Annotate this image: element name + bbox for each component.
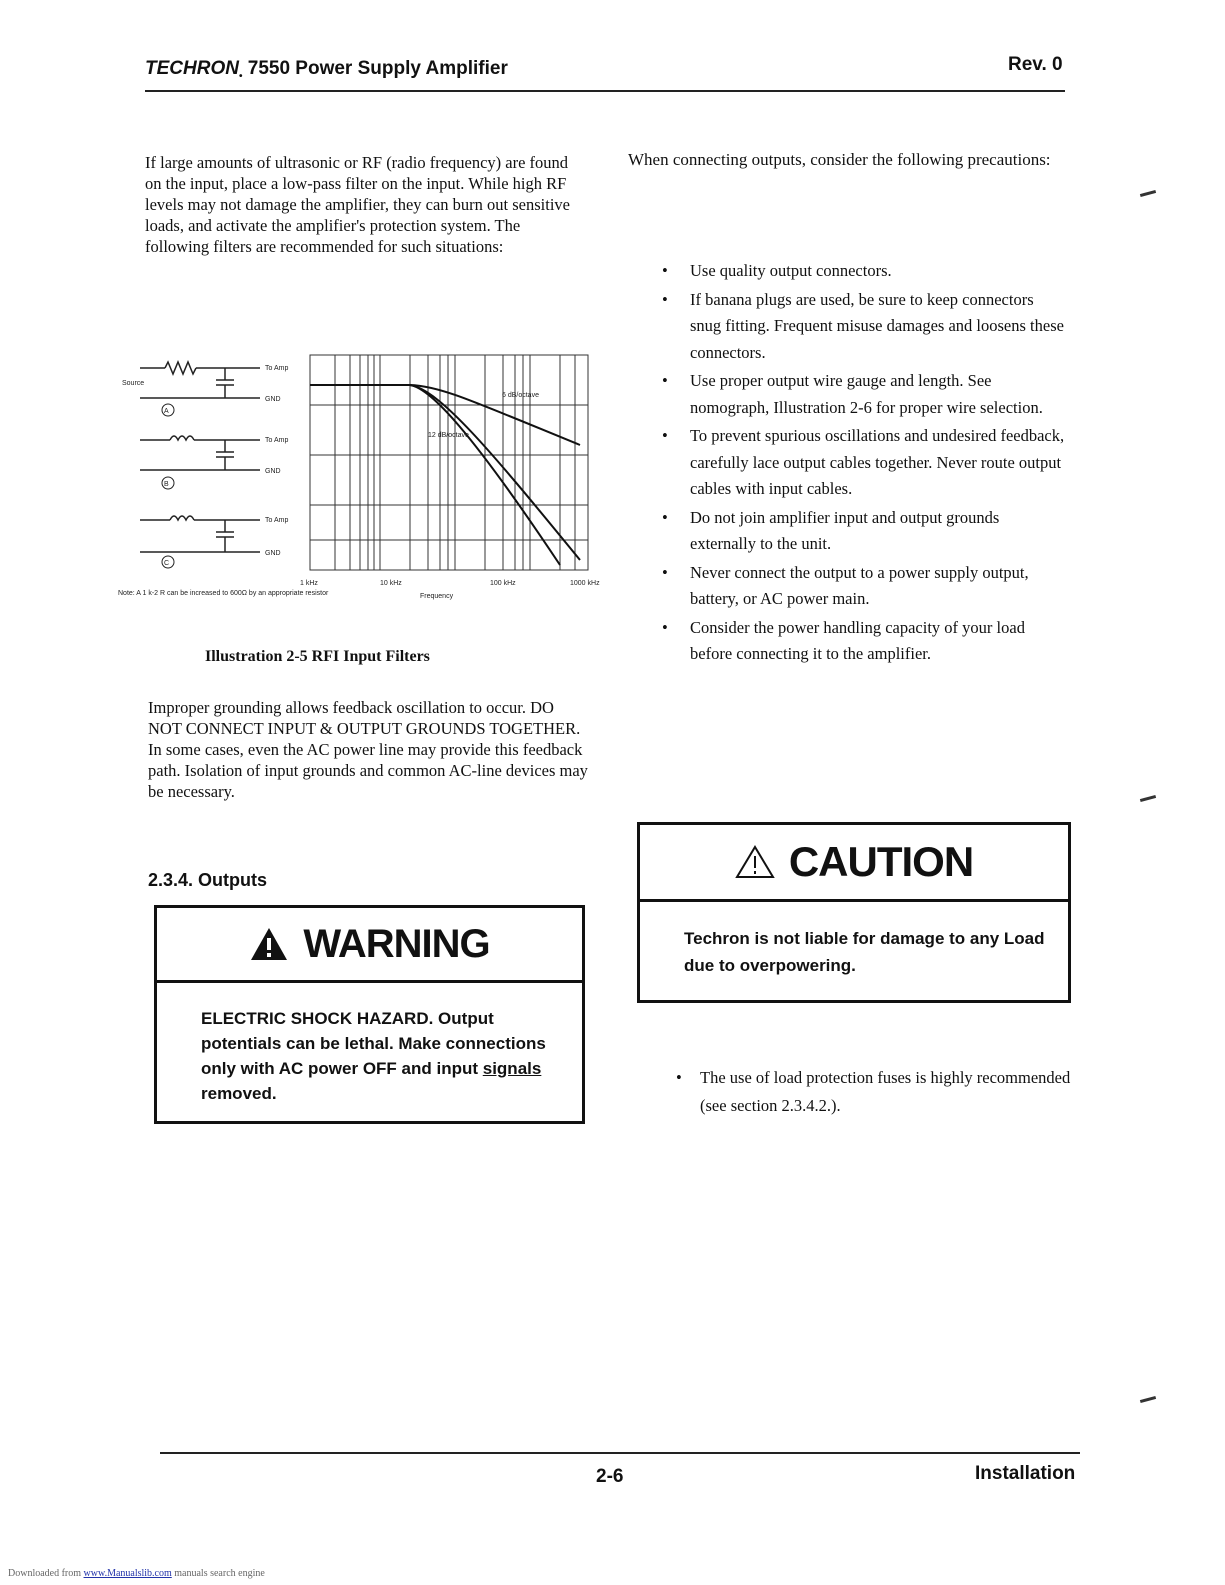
circuit-c-to-amp: To Amp: [265, 517, 289, 524]
fuse-note-list: [672, 1064, 1072, 1120]
precaution-item: • Use proper output wire gauge and length. See nomograph, Illustration 2-6 for proper wire selection.: [656, 368, 1066, 421]
circuit-b: [140, 436, 260, 470]
warning-text-signals: signals: [482, 1059, 542, 1078]
response-graph-grid: [310, 355, 588, 570]
caution-title-bar: [640, 825, 1068, 902]
circuit-b-label: B: [164, 481, 169, 488]
section-heading: 2.3.4. Outputs: [148, 870, 268, 890]
precaution-item: • Never connect the output to a power supply output, battery, or AC power main.: [656, 560, 1066, 613]
margin-mark: [1140, 1396, 1156, 1403]
freq-tick-3: 100 kHz: [490, 580, 516, 587]
precaution-item: • If banana plugs are used, be sure to keep connectors snug fitting. Frequent misuse damages and loosens these connectors.: [656, 287, 1066, 367]
circuit-a-label: A: [164, 408, 169, 415]
freq-tick-1: 1 kHz: [300, 580, 318, 587]
download-note: [8, 1568, 265, 1579]
circuit-c: [140, 516, 260, 552]
curve-6db-label: 6 dB/octave: [502, 392, 539, 399]
revision-label: Rev. 0: [1008, 54, 1063, 75]
precaution-item: • Do not join amplifier input and output grounds externally to the unit.: [656, 505, 1066, 558]
margin-mark: [1140, 795, 1156, 802]
caution-box: [637, 822, 1071, 1003]
circuit-a-source: Source: [122, 380, 145, 387]
caution-title: CAUTION: [788, 838, 974, 885]
freq-tick-4: 1000 kHz: [570, 580, 600, 587]
fuse-note-item: • The use of load protection fuses is highly recommended (see section 2.3.4.2.).: [672, 1064, 1072, 1120]
precautions-list: [656, 258, 1066, 670]
circuit-b-to-amp: To Amp: [265, 437, 289, 444]
outputs-intro: When connecting outputs, consider the following precautions:: [628, 150, 1051, 169]
rfi-filter-diagram: [110, 340, 620, 615]
model-name: 7550 Power Supply Amplifier: [247, 58, 508, 79]
x-axis-label: Frequency: [420, 593, 454, 600]
curve-12db-label: 12 dB/octave: [428, 432, 469, 439]
warning-title-bar: [157, 908, 582, 983]
freq-tick-2: 10 kHz: [380, 580, 402, 587]
circuit-b-gnd: GND: [265, 468, 281, 475]
figure-note: Note: A 1 k-2 R can be increased to 600Ω by an appropriate resistor: [118, 590, 329, 597]
caution-text: Techron is not liable for damage to any Load due to overpowering.: [684, 929, 1045, 975]
brand-name: TECHRON: [145, 58, 239, 79]
precaution-item: • Use quality output connectors.: [656, 258, 1066, 285]
circuit-a-gnd: GND: [265, 396, 281, 403]
running-header: $TECHRON_•$ 7550 Power Supply Amplifier: [145, 58, 508, 82]
rfi-filter-figure: [110, 340, 620, 620]
circuit-a-to-amp: To Amp: [265, 365, 289, 372]
warning-title: WARNING: [303, 921, 490, 966]
precaution-item: • To prevent spurious oscillations and undesired feedback, carefully lace output cables together. Never route output cables with input cables.: [656, 423, 1066, 503]
header-rule: [145, 90, 1065, 92]
circuit-c-label: C: [164, 560, 170, 567]
download-link[interactable]: www.Manualslib.com: [83, 1568, 172, 1579]
page-number: 2-6: [596, 1466, 624, 1487]
warning-box: [154, 905, 585, 1124]
circuit-a: [140, 362, 260, 398]
warning-triangle-icon: [249, 926, 289, 962]
caution-triangle-icon: [735, 845, 775, 879]
margin-mark: [1140, 190, 1156, 197]
grounding-paragraph: Improper grounding allows feedback oscillation to occur. DO NOT CONNECT INPUT & OUTPUT GROUNDS TOGETHER. In some cases, even the AC power line may provide this feedback path. Isolation of input grounds and common AC-line devices may be necessary.: [148, 698, 588, 801]
footer-rule: [160, 1452, 1080, 1454]
warning-text: [201, 1006, 571, 1106]
download-prefix: Downloaded from: [8, 1568, 84, 1579]
warning-text-part-1: ELECTRIC SHOCK HAZARD. Output potentials can be lethal. Make connections only with AC power OFF and input: [201, 1009, 546, 1078]
circuit-c-gnd: GND: [265, 550, 281, 557]
download-suffix: manuals search engine: [171, 1568, 265, 1579]
rf-intro-paragraph: If large amounts of ultrasonic or RF (radio frequency) are found on the input, place a low-pass filter on the input. While high RF levels may not damage the amplifier, they can burn out sensitive loads, and activate the amplifier's protection system. The following filters are recommended for such situations:: [145, 153, 571, 256]
footer-section: Installation: [975, 1463, 1076, 1484]
figure-caption: Illustration 2-5 RFI Input Filters: [205, 648, 430, 665]
warning-text-part-2: removed.: [201, 1084, 277, 1103]
precaution-item: • Consider the power handling capacity of your load before connecting it to the amplifier.: [656, 615, 1066, 668]
